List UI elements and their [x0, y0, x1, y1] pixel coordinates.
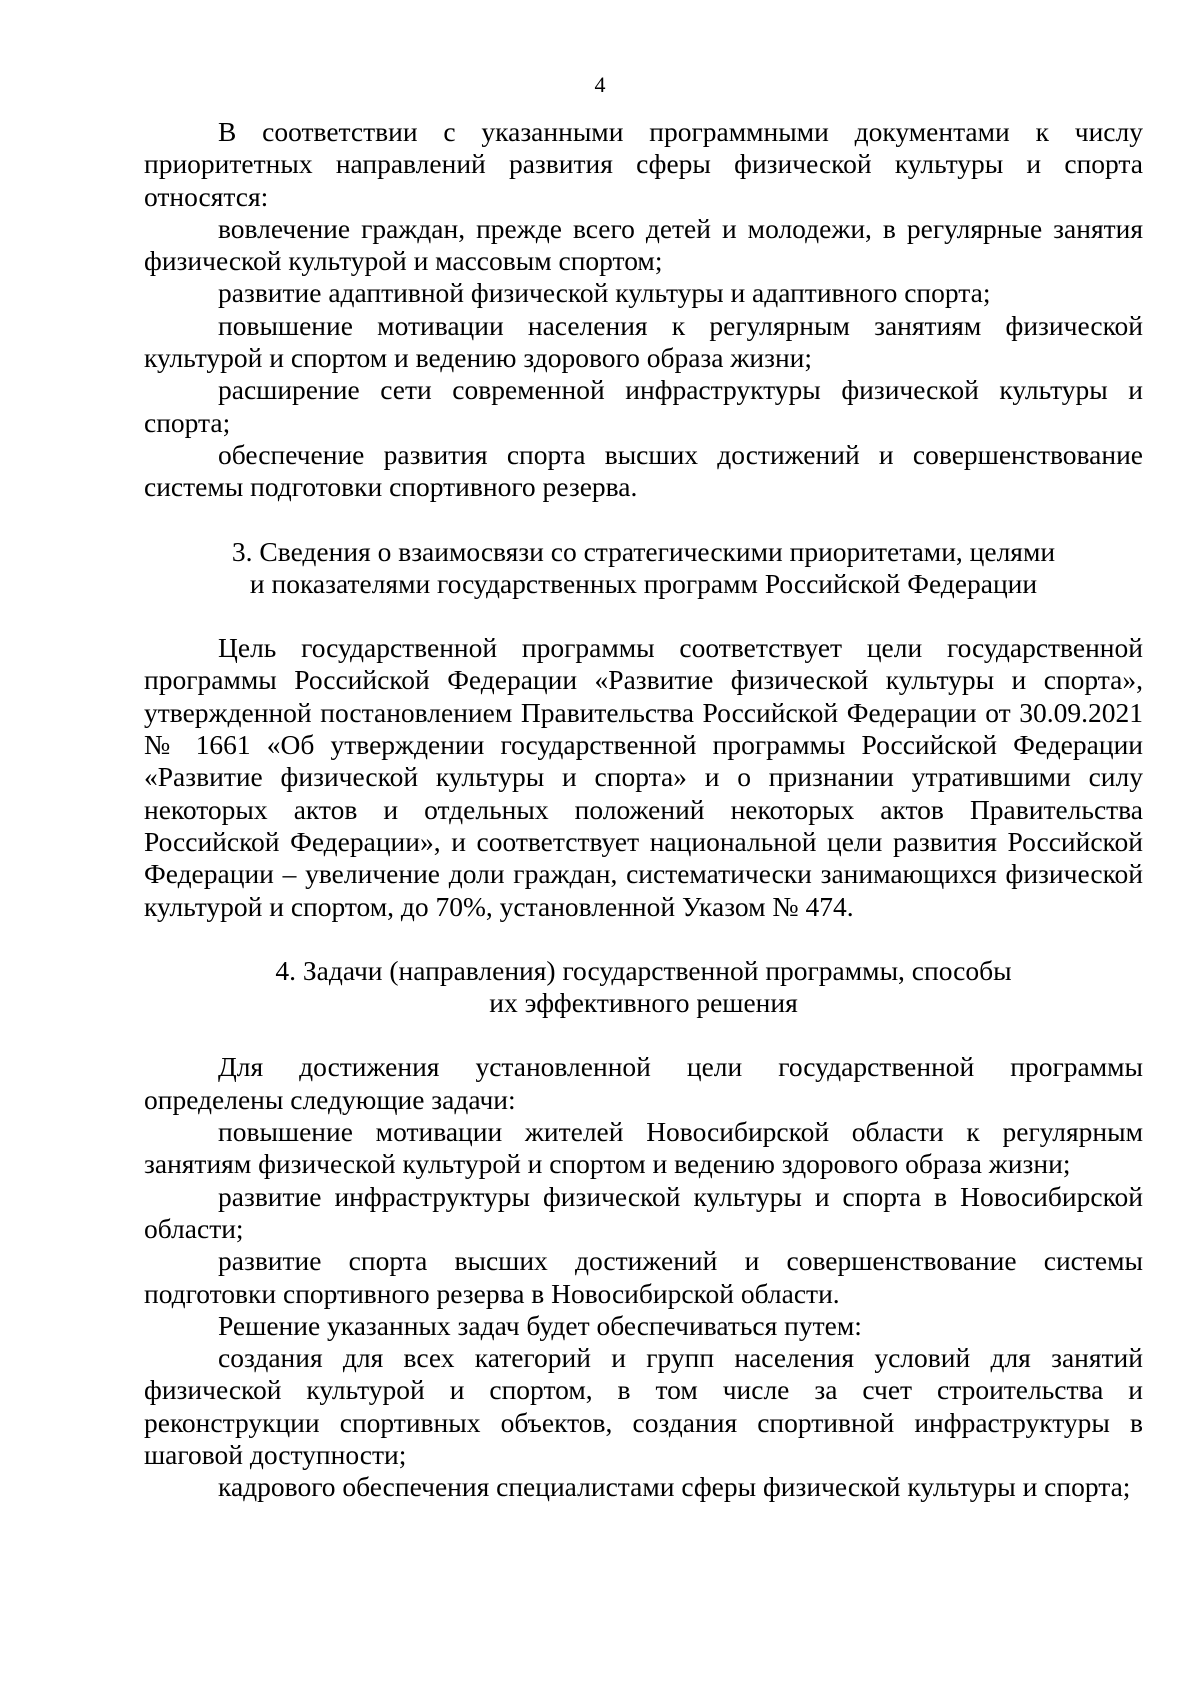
document-body — [144, 116, 1143, 1504]
paragraph-task-motivation: повышение мотивации жителей Новосибирской области к регулярным занятиям физической культурой и спортом и ведению здорового образа жизни; — [144, 1116, 1143, 1180]
paragraph-priority-elite-sport: обеспечение развития спорта высших достижений и совершенствование системы подготовки спортивного резерва. — [144, 438, 1143, 503]
paragraph-program-goal: Цель государственной программы соответствует цели государственной программы Российской Федерации «Развитие физической культуры и спорта», утвержденной постановлением Правительства Российской Федерации от 30.09.2021 № 1661 «Об утверждении государственной программы Российской Федерации «Развитие физической культуры и спорта» и о признании утратившими силу некоторых актов и отдельных положений некоторых актов Правительства Российской Федерации», и соответствует национальной цели развития Российской Федерации – увеличение доли граждан, систематически занимающихся физической культурой и спортом, до 70%, установленной Указом № 474. — [144, 632, 1143, 922]
paragraph-priorities-intro: В соответствии с указанными программными документами к числу приоритетных направлений развития сферы физической культуры и спорта относятся: — [144, 116, 1143, 212]
paragraph-priority-motivation: повышение мотивации населения к регулярным занятиям физической культурой и спортом и ведению здорового образа жизни; — [144, 309, 1143, 374]
paragraph-priority-adaptive: развитие адаптивной физической культуры и адаптивного спорта; — [218, 277, 991, 309]
paragraph-tasks-intro: Для достижения установленной цели государственной программы определены следующие задачи: — [144, 1051, 1143, 1115]
section-3-heading-line-2: и показателями государственных программ Российской Федерации — [249, 567, 1038, 599]
page-number: 4 — [594, 72, 606, 97]
paragraph-task-infrastructure: развитие инфраструктуры физической культуры и спорта в Новосибирской области; — [144, 1180, 1143, 1244]
paragraph-priority-involvement: вовлечение граждан, прежде всего детей и молодежи, в регулярные занятия физической культурой и массовым спортом; — [144, 212, 1143, 277]
paragraph-solution-conditions: создания для всех категорий и групп населения условий для занятий физической культурой и спортом, в том числе за счет строительства и реконструкции спортивных объектов, создания спортивной инфраструктуры в шаговой доступности; — [144, 1342, 1143, 1470]
paragraph-solution-intro: Решение указанных задач будет обеспечиваться путем: — [218, 1309, 862, 1341]
section-4-heading-line-1: 4. Задачи (направления) государственной программы, способы — [275, 954, 1012, 986]
section-4-heading — [144, 955, 1143, 1020]
section-3-heading-line-1: 3. Сведения о взаимосвязи со стратегическими приоритетами, целями — [231, 535, 1056, 567]
paragraph-task-elite-sport: развитие спорта высших достижений и совершенствование системы подготовки спортивного резерва в Новосибирской области. — [144, 1245, 1143, 1309]
section-4-heading-line-2: их эффективного решения — [489, 987, 798, 1019]
paragraph-priority-infrastructure: расширение сети современной инфраструктуры физической культуры и спорта; — [144, 374, 1143, 438]
paragraph-solution-staffing: кадрового обеспечения специалистами сферы физической культуры и спорта; — [218, 1471, 1131, 1503]
section-3-heading — [144, 536, 1143, 601]
